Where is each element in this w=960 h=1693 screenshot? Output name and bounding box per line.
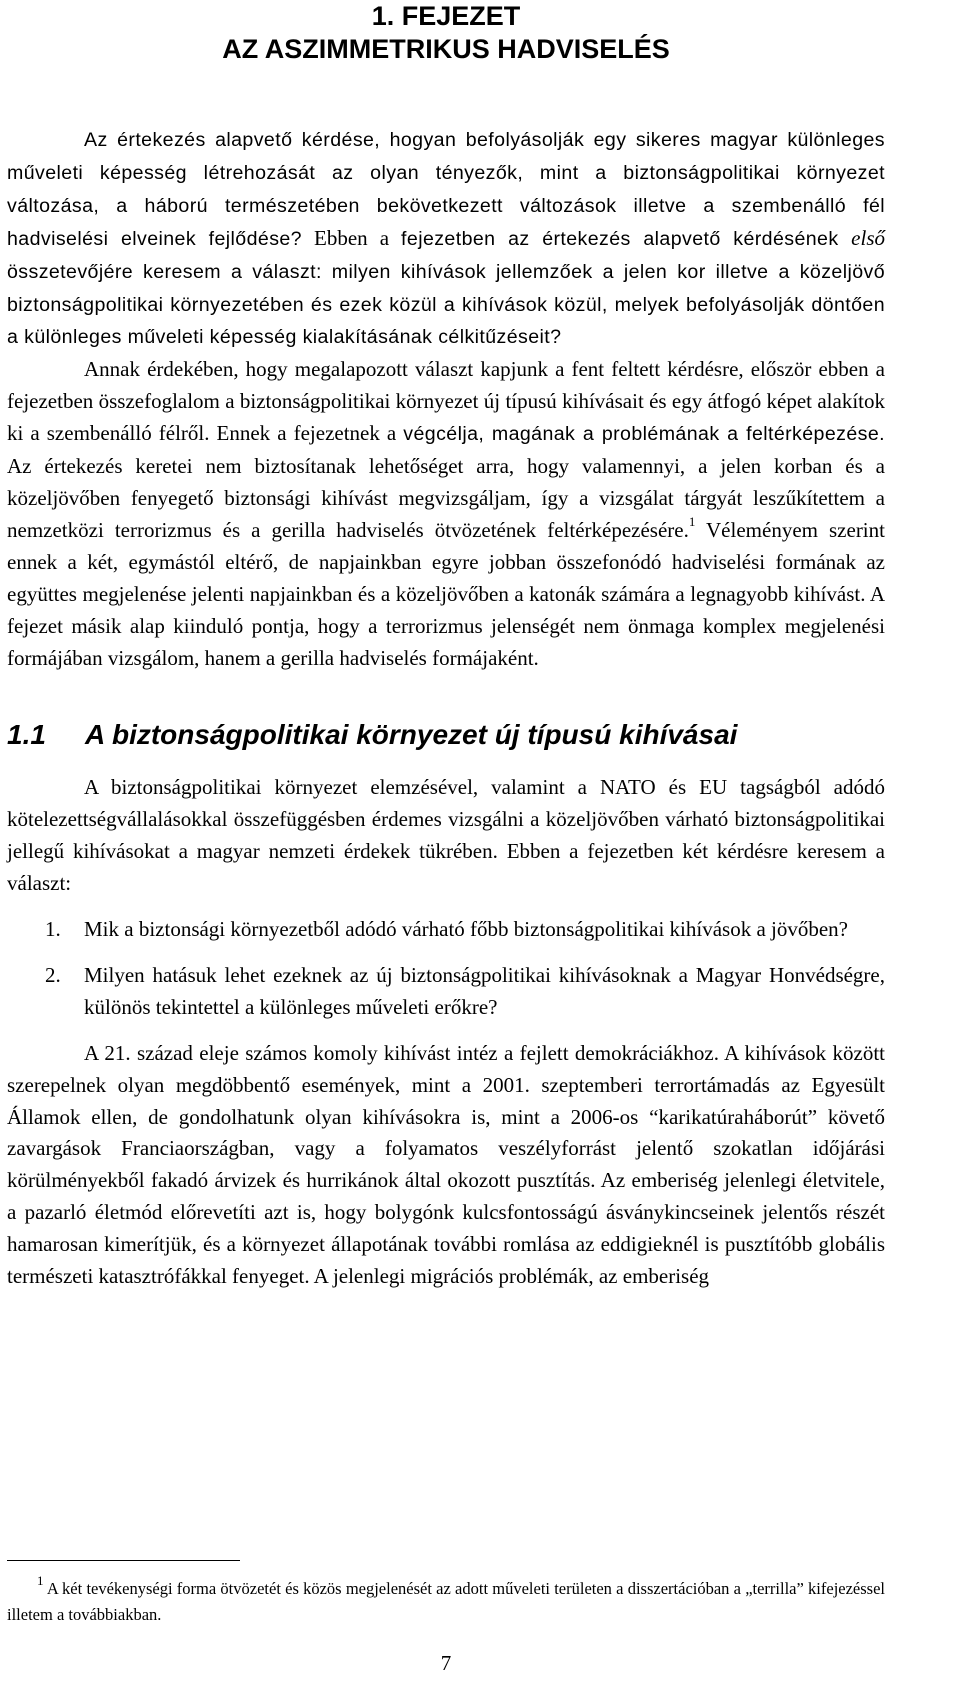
list-item-number: 2. xyxy=(45,962,61,987)
chapter-title: AZ ASZIMMETRIKUS HADVISELÉS xyxy=(222,34,670,64)
intro-serif-text: Ebben a xyxy=(302,225,402,250)
chapter-number: 1. FEJEZET xyxy=(371,1,521,31)
document-page xyxy=(7,0,885,1293)
list-item-text: Mik a biztonsági környezetből adódó várható főbb biztonságpolitikai kihívások a jövőben? xyxy=(84,917,848,942)
para2-text-d: Véleményem szerint ennek a két, egymástól eltérő, de napjainkban egyre jobban összefonódó hadviselési formának az együttes megjelenése jelenti napjainkban és a közeljövőben a katonák számára a legnagyobb kihívást. A fejezet másik alap kiinduló pontja, hogy a terrorizmus jelenségét nem önmaga komplex megjelenési formájában vizsgálom, hanem a gerilla hadviselés formájaként. xyxy=(7,517,885,670)
para2-sans-text: végcélja, magának a problémának a feltérképezése. xyxy=(403,423,885,446)
section-number: 1.1 xyxy=(7,719,46,751)
question-list xyxy=(7,914,885,1024)
paragraph-2 xyxy=(7,354,885,674)
para2-text-a: Annak érdekében, hogy megalapozott választ kapjunk a fent feltett kérdésre, először ebben a fejezetben összefoglalom a biztonságpolitikai környezet új típusú kihívásait és egy átfogó képet alakítok ki a szembenálló félről. Ennek a fejezetnek a xyxy=(7,357,885,446)
list-item xyxy=(7,960,885,1024)
paragraph-4: A 21. század eleje számos komoly kihívást intéz a fejlett demokráciákhoz. A kihívások között szerepelnek olyan megdöbbentő események, mint a 2001. szeptemberi terrortámadás az Egyesült Államok ellen, de gondolhatunk olyan kihívásokra is, mint a 2006-os “karikatúraháborút” követő zavargások Franciaországban, vagy a folyamatos veszélyforrást jelentő szokatlan időjárási körülményekből fakadó árvizek és hurrikánok által okozott pusztítás. Az emberiség jelenlegi életvitele, a pazarló életmód előrevetíti azt is, hogy bolygónk kulcsfontosságú ásványkincseinek jelentős részét hamarosan kimerítjük, és a környezet állapotának további romlása az eddigieknél is pusztítóbb globális természeti katasztrófákkal fenyeget. A jelenlegi migrációs problémák, az emberiség xyxy=(7,1040,885,1289)
intro-sans-text: Az értekezés alapvető kérdése, hogyan befolyásolják egy sikeres magyar különleges műveleti képesség létrehozását az olyan tényezők, mint a biztonságpolitikai környezet változása, a háború természetében bekövetkezett változások illetve a szembenálló fél hadviselési elveinek fejlődése? xyxy=(7,129,885,250)
page-number: 7 xyxy=(440,1651,452,1675)
footnote xyxy=(7,1572,885,1628)
footnote-text: A két tevékenységi forma ötvözetét és közös megjelenését az adott műveleti területen a disszertációban a „terrilla” kifejezéssel illetem a továbbiakban. xyxy=(7,1579,885,1624)
intro-sans-text-2: fejezetben az értekezés alapvető kérdésének xyxy=(401,227,852,250)
intro-italic-word: első xyxy=(851,225,885,250)
footnote-separator xyxy=(7,1560,240,1561)
footnote-number: 1 xyxy=(37,1572,44,1588)
section-heading xyxy=(7,718,885,752)
para2-text-c: Az értekezés keretei nem biztosítanak lehetőséget arra, hogy valamennyi, a jelen korban és a közeljövőben fenyegető biztonsági kihívást megvizsgáljam, így a vizsgálat tárgyát leszűkítettem a nemzetközi terrorizmus és a gerilla hadviselés ötvözetének feltérképezésére. xyxy=(7,454,885,542)
paragraph-3: A biztonságpolitikai környezet elemzésével, valamint a NATO és EU tagságból adódó kötelezettségvállalásokkal összefüggésben érdemes vizsgálni a közeljövőben várható biztonságpolitikai jellegű kihívásokat a magyar nemzeti érdekek tükrében. Ebben a fejezetben két kérdésre keresem a választ: xyxy=(7,775,885,896)
section-title: A biztonságpolitikai környezet új típusú kihívásai xyxy=(85,719,738,751)
list-item-number: 1. xyxy=(45,917,61,942)
chapter-heading xyxy=(7,0,885,66)
list-item-text: Milyen hatásuk lehet ezeknek az új biztonságpolitikai kihívásoknak a Magyar Honvédségre, különös tekintettel a különleges műveleti erőkre? xyxy=(84,962,885,1019)
intro-paragraph xyxy=(7,124,885,354)
intro-sans-text-3: összetevőjére keresem a választ: milyen kihívások jellemzőek a jelen kor illetve a közeljövő biztonságpolitikai környezetében és ezek közül a kihívások közül, melyek befolyásolják döntően a különleges műveleti képesség kialakításának célkitűzéseit? xyxy=(7,260,885,349)
list-item xyxy=(7,914,885,946)
footnote-reference[interactable]: 1 xyxy=(688,513,696,529)
